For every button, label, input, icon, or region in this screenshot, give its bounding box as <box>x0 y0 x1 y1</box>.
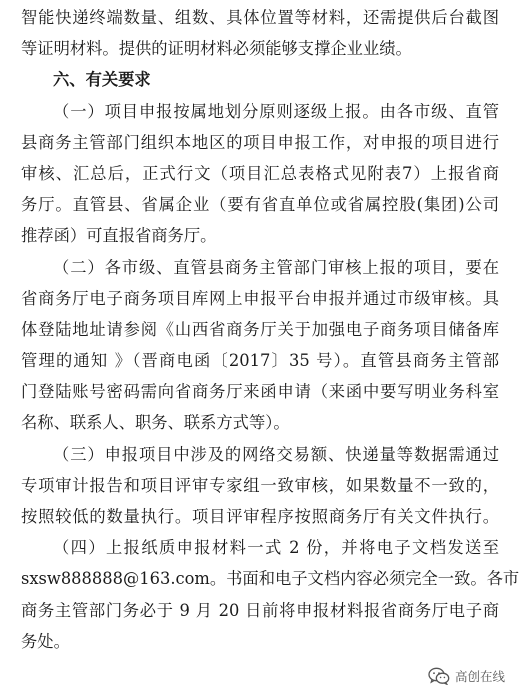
text-line-5: 县商务主管部门组织本地区的项目申报工作，对申报的项目进行 <box>21 132 499 152</box>
text-line-2: 等证明材料。提供的证明材料必须能够支撑企业业绩。 <box>21 39 412 59</box>
text-line-4: （一）项目申报按属地划分原则逐级上报。由各市级、直管 <box>53 101 499 121</box>
text-line-15: （三）申报项目中涉及的网络交易额、快递量等数据需通过 <box>53 444 499 464</box>
text-line-19: sxsw888888@163.com。书面和电子文档内容必须完全一致。各市 <box>21 569 519 589</box>
text-line-17: 按照较低的数量执行。项目评审程序按照商务厅有关文件执行。 <box>21 507 499 526</box>
text-line-6: 审核、汇总后，正式行文（项目汇总表格式见附表7）上报省商 <box>21 163 499 183</box>
text-line-8: 推荐函）可直报省商务厅。 <box>21 226 217 246</box>
text-line-18: （四）上报纸质申报材料一式 2 份，并将电子文档发送至 <box>53 538 499 558</box>
text-line-20: 商务主管部门务必于 9 月 20 日前将申报材料报省商务厅电子商 <box>21 600 499 620</box>
text-line-16: 专项审计报告和项目评审专家组一致审核，如果数量不一致的， <box>21 475 499 495</box>
text-line-7: 务厅。直管县、省属企业（要有省直单位或省属控股(集团)公司 <box>21 195 499 215</box>
watermark <box>428 667 505 685</box>
wechat-icon <box>428 667 450 685</box>
text-line-1: 智能快递终端数量、组数、具体位置等材料，还需提供后台截图 <box>21 8 499 27</box>
section-heading: 六、有关要求 <box>53 70 151 90</box>
text-line-9: （二）各市级、直管县商务主管部门审核上报的项目，要在 <box>53 257 499 277</box>
text-line-13: 门登陆账号密码需向省商务厅来函申请（来函中要写明业务科室 <box>21 382 499 402</box>
text-line-12: 管理的通知 》（晋商电函〔2017〕35 号）。直管县商务主管部 <box>21 351 499 371</box>
text-line-11: 体登陆地址请参阅《山西省商务厅关于加强电子商务项目储备库 <box>21 319 499 339</box>
watermark-label: 高创在线 <box>454 669 505 684</box>
text-line-10: 省商务厅电子商务项目库网上申报平台申报并通过市级审核。具 <box>21 288 499 308</box>
text-line-14: 名称、联系人、职务、联系方式等）。 <box>21 413 290 433</box>
text-line-21: 务处。 <box>21 631 70 651</box>
